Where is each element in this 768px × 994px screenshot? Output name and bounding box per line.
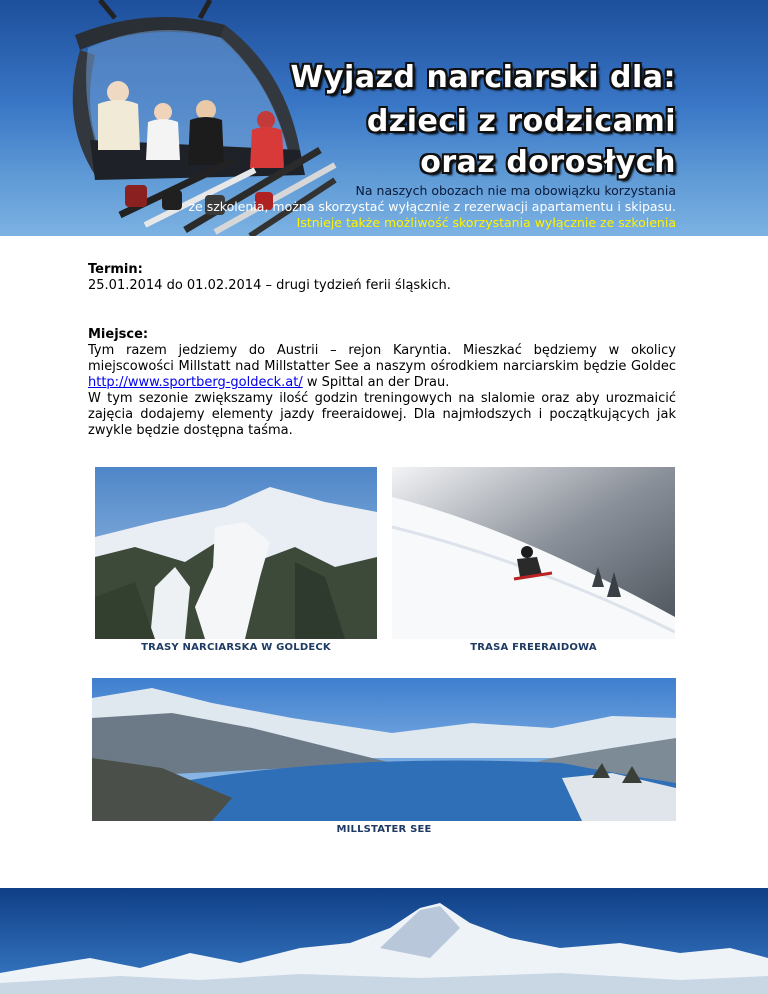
termin-heading: Termin: — [88, 262, 143, 277]
freeride-photo — [392, 467, 675, 639]
banner-title-line-3: oraz dorosłych — [420, 145, 676, 180]
banner-title-line-2: dzieci z rodzicami — [366, 104, 676, 139]
millstatter-see-caption: MILLSTATER SEE — [336, 824, 432, 835]
miejsce-text-after-link: w Spittal an der Drau. — [302, 375, 450, 390]
banner-text-line-2: ze szkolenia, można skorzystać wyłącznie z rezerwacji apartamentu i skipasu. — [188, 199, 676, 214]
millstatter-see-photo — [92, 678, 676, 821]
miejsce-paragraph-1 — [88, 343, 676, 391]
goldeck-slopes-photo — [95, 467, 377, 639]
banner-text-line-1: Na naszych obozach nie ma obowiązku korzystania — [355, 183, 676, 198]
termin-section — [88, 262, 676, 294]
goldeck-link[interactable]: http://www.sportberg-goldeck.at/ — [88, 375, 303, 390]
banner-title-line-1: Wyjazd narciarski dla: — [290, 60, 676, 95]
banner-text-line-3: Istnieje także możliwość skorzystania wyłącznie ze szkolenia — [296, 215, 676, 230]
miejsce-section — [88, 327, 676, 439]
goldeck-slopes-caption: TRASY NARCIARSKA W GOLDECK — [141, 642, 331, 653]
freeride-caption: TRASA FREERAIDOWA — [470, 642, 597, 653]
miejsce-text-before-link: Tym razem jedziemy do Austrii – rejon Karyntia. Mieszkać będziemy w okolicy miejscowości Millstatt nad Millstatter See a naszym ośrodkiem narciarskim będzie Goldec — [88, 343, 676, 374]
miejsce-heading: Miejsce: — [88, 327, 149, 342]
termin-text: 25.01.2014 do 01.02.2014 – drugi tydzień ferii śląskich. — [88, 278, 451, 293]
mountain-panorama-photo — [0, 888, 768, 994]
header-banner — [0, 0, 768, 236]
miejsce-paragraph-2: W tym sezonie zwiększamy ilość godzin treningowych na slalomie oraz aby urozmaicić zajęcia dodajemy elementy jazdy freeraidowej. Dla najmłodszych i początkujących jak zwykle będzie dostępna taśma. — [88, 391, 676, 438]
